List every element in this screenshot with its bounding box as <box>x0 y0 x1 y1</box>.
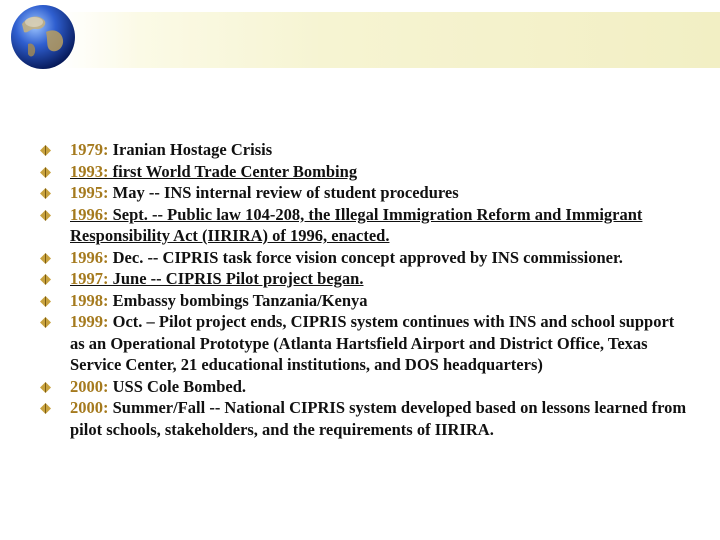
timeline-list <box>40 139 690 440</box>
timeline-text: May -- INS internal review of student procedures <box>108 183 459 202</box>
diamond-bullet-icon <box>40 274 51 285</box>
timeline-year: 1997: <box>70 269 109 288</box>
timeline-year: 1979: <box>70 140 109 159</box>
timeline-year: 1996: <box>70 204 109 224</box>
header-band <box>60 12 720 68</box>
timeline-year: 1998: <box>70 290 109 310</box>
timeline-item <box>40 311 690 376</box>
timeline-text: Iranian Hostage Crisis <box>108 140 273 159</box>
timeline-year: 2000: <box>70 398 109 417</box>
timeline-year: 1999: <box>70 312 109 331</box>
diamond-bullet-icon <box>40 403 51 414</box>
timeline-text: first World Trade Center Bombing <box>108 161 358 181</box>
diamond-bullet-icon <box>40 145 51 156</box>
timeline-text: June -- CIPRIS Pilot project began. <box>108 269 364 288</box>
timeline-item <box>40 376 690 398</box>
timeline-item <box>40 268 690 290</box>
diamond-bullet-icon <box>40 253 51 264</box>
diamond-bullet-icon <box>40 296 51 307</box>
timeline-text: Dec. -- CIPRIS task force vision concept approved by INS commissioner. <box>108 247 623 267</box>
timeline-item <box>40 161 690 183</box>
timeline-year: 1993: <box>70 161 109 181</box>
timeline-item <box>40 247 690 269</box>
diamond-bullet-icon <box>40 317 51 328</box>
diamond-bullet-icon <box>40 167 51 178</box>
globe-icon <box>8 2 78 72</box>
timeline-text: USS Cole Bombed. <box>108 376 247 396</box>
timeline-text: Sept. -- Public law 104-208, the Illegal Immigration Reform and Immigrant Responsibility Act (IIRIRA) of 1996, enacted. <box>70 204 643 245</box>
timeline-item <box>40 139 690 161</box>
timeline-text: Embassy bombings Tanzania/Kenya <box>108 290 368 310</box>
timeline-item <box>40 204 690 247</box>
timeline-item <box>40 182 690 204</box>
timeline-item <box>40 290 690 312</box>
diamond-bullet-icon <box>40 382 51 393</box>
timeline-text: Summer/Fall -- National CIPRIS system developed based on lessons learned from pilot schools, stakeholders, and the requirements of IIRIRA. <box>70 398 687 439</box>
timeline-year: 1996: <box>70 247 109 267</box>
diamond-bullet-icon <box>40 188 51 199</box>
timeline-item <box>40 397 690 440</box>
timeline-year: 2000: <box>70 376 109 396</box>
diamond-bullet-icon <box>40 210 51 221</box>
timeline-text: Oct. – Pilot project ends, CIPRIS system continues with INS and school support as an Operational Prototype (Atlanta Hartsfield Airport and District Office, Texas Service Center, 21 educational institutions, and DOS headquarters) <box>70 312 675 374</box>
timeline-year: 1995: <box>70 183 109 202</box>
